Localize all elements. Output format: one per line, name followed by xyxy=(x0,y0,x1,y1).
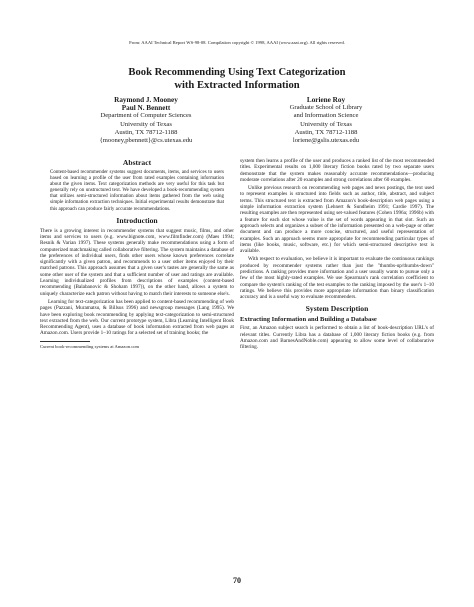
author-email: loriene@gslis.utexas.edu xyxy=(292,137,360,145)
author-email: {mooney,pbennett}@cs.utexas.edu xyxy=(99,137,193,145)
author-affiliation: Graduate School of Library xyxy=(289,104,363,112)
author-name-1: Raymond J. Mooney xyxy=(114,96,178,104)
system-description-heading: System Description xyxy=(305,303,369,313)
body-paragraph: First, an Amazon subject search is performed to obtain a list of book-description URL's of relevant titles. Currently Libra has a database of 1,000 literary fiction books (e.g. from Amazon.com and BarnesAndNoble.com) appearing to allow some level of collaborative filtering. xyxy=(240,325,434,351)
body-paragraph: With respect to evaluation, we believe it is important to evaluate the continuous rankings produced by recommender systems rather than just the "thumbs-up/thumbs-down" predictions. A ranking provides more information and a user usually wants to pursue only a few of the most highly-rated examples. We use Spearman's rank correlation coefficient to compare the system's ranking of the test examples to the ranking imposed by the user's 1–10 ratings. We believe this provides more appropriate information than binary classification accuracy and is a useful way to evaluate recommenders. xyxy=(240,256,434,301)
page-number: 70 xyxy=(233,576,241,585)
author-affiliation: Department of Computer Sciences xyxy=(100,112,192,120)
author-address: Austin, TX 78712-1188 xyxy=(114,128,178,136)
left-column xyxy=(40,158,234,349)
subsection-heading: Extracting Information and Building a Database xyxy=(240,315,377,323)
author-name-3: Loriene Roy xyxy=(306,96,346,104)
title-line-1: Book Recommending Using Text Categorization xyxy=(128,67,346,78)
author-block-right xyxy=(236,96,416,145)
author-affiliation: University of Texas xyxy=(300,120,352,128)
body-paragraph: Unlike previous research on recommending web pages and news postings, the text used to represent examples is structured into fields such as author, title, abstract, and subject terms. This structured text is extracted from Amazon's book-description web pages using a simple information extraction system (Lehnert & Sundheim 1991; Cardie 1997). The resulting examples are then represented using set-valued features (Cohen 1996a; 1996b) with a feature for each slot whose value is the set of words appearing in that slot. Such an approach selects and organizes a subset of the information presented on a web-page or other document and can produce a more concise, structured, and useful representation of examples. Such an approach seems more appropriate for recommending particular types of items (like books, music, software, etc.) for which semi-structured descriptive text is available. xyxy=(240,185,434,255)
body-paragraph: system then learns a profile of the user and produces a ranked list of the most recommended titles. Experimental results on 1,000 literary fiction books rated by two separate users demonstrate that the system makes reasonably accurate recommendations—producing moderate correlations after 20 examples and strong correlations after 60 examples. xyxy=(240,158,434,183)
footnote-rule xyxy=(40,341,90,342)
author-address: Austin, TX 78712-1188 xyxy=(294,128,358,136)
author-name-2: Paul N. Bennett xyxy=(121,104,171,113)
author-affiliation: University of Texas xyxy=(120,120,172,128)
author-affiliation: and Information Science xyxy=(293,112,359,120)
paper-title xyxy=(0,66,474,92)
footnote: Current book-recommending systems at Amazon.com xyxy=(40,343,140,349)
body-paragraph: There is a growing interest in recommender systems that suggest music, films, and other items and services to users (e.g. www.bignote.com, www.filmfinder.com) (Maes 1994; Resnik & Varian 1997). These systems generally make recommendations using a form of computerized matchmaking called collaborative filtering. The system maintains a database of the preferences of individual users, finds other users whose known preferences correlate significantly with a given patron, and recommends to a user other items enjoyed by their matched patrons. This approach assumes that a given user's tastes are generally the same as some other user of the system and that a sufficient number of user and ratings are available. Learning individualized profiles from descriptions of examples (content-based recommending (Balabanovic & Shoham 1997)), on the other hand, allows a system to uniquely characterize each patron without having to match their interests to someone else's. xyxy=(40,227,234,297)
body-paragraph: Learning for text-categorization has been applied to content-based recommending of web pages (Pazzani, Muramatsu, & Billsus 1996) and newsgroup messages (Lang 1995). We have been exploring book recommending by applying text-categorization to semi-structured text extracted from the web. Our current prototype system, Libra (Learning Intelligent Book Recommending Agent), uses a database of book information extracted from web pages at Amazon.com. Users provide 1–10 ratings for a selected set of training books; the xyxy=(40,298,234,337)
author-block-left xyxy=(56,96,236,145)
abstract-text: Content-based recommender systems suggest documents, items, and services to users based on learning a profile of the user from rated examples containing information about the given items. Text categorization methods are very useful for this task but generally rely on unstructured text. We have developed a book-recommending system that utilizes semi-structured information about items gathered from the web using simple information extraction techniques. Initial experimental results demonstrate that this approach can produce fairly accurate recommendations. xyxy=(50,170,224,212)
title-line-2: with Extracted Information xyxy=(174,80,300,91)
copyright-header: From: AAAI Technical Report WS-98-08. Compilation copyright © 1998, AAAI (www.aaai.org). All rights reserved. xyxy=(129,40,345,45)
abstract-heading: Abstract xyxy=(122,158,152,167)
introduction-heading: Introduction xyxy=(116,215,158,225)
right-column xyxy=(240,158,434,353)
